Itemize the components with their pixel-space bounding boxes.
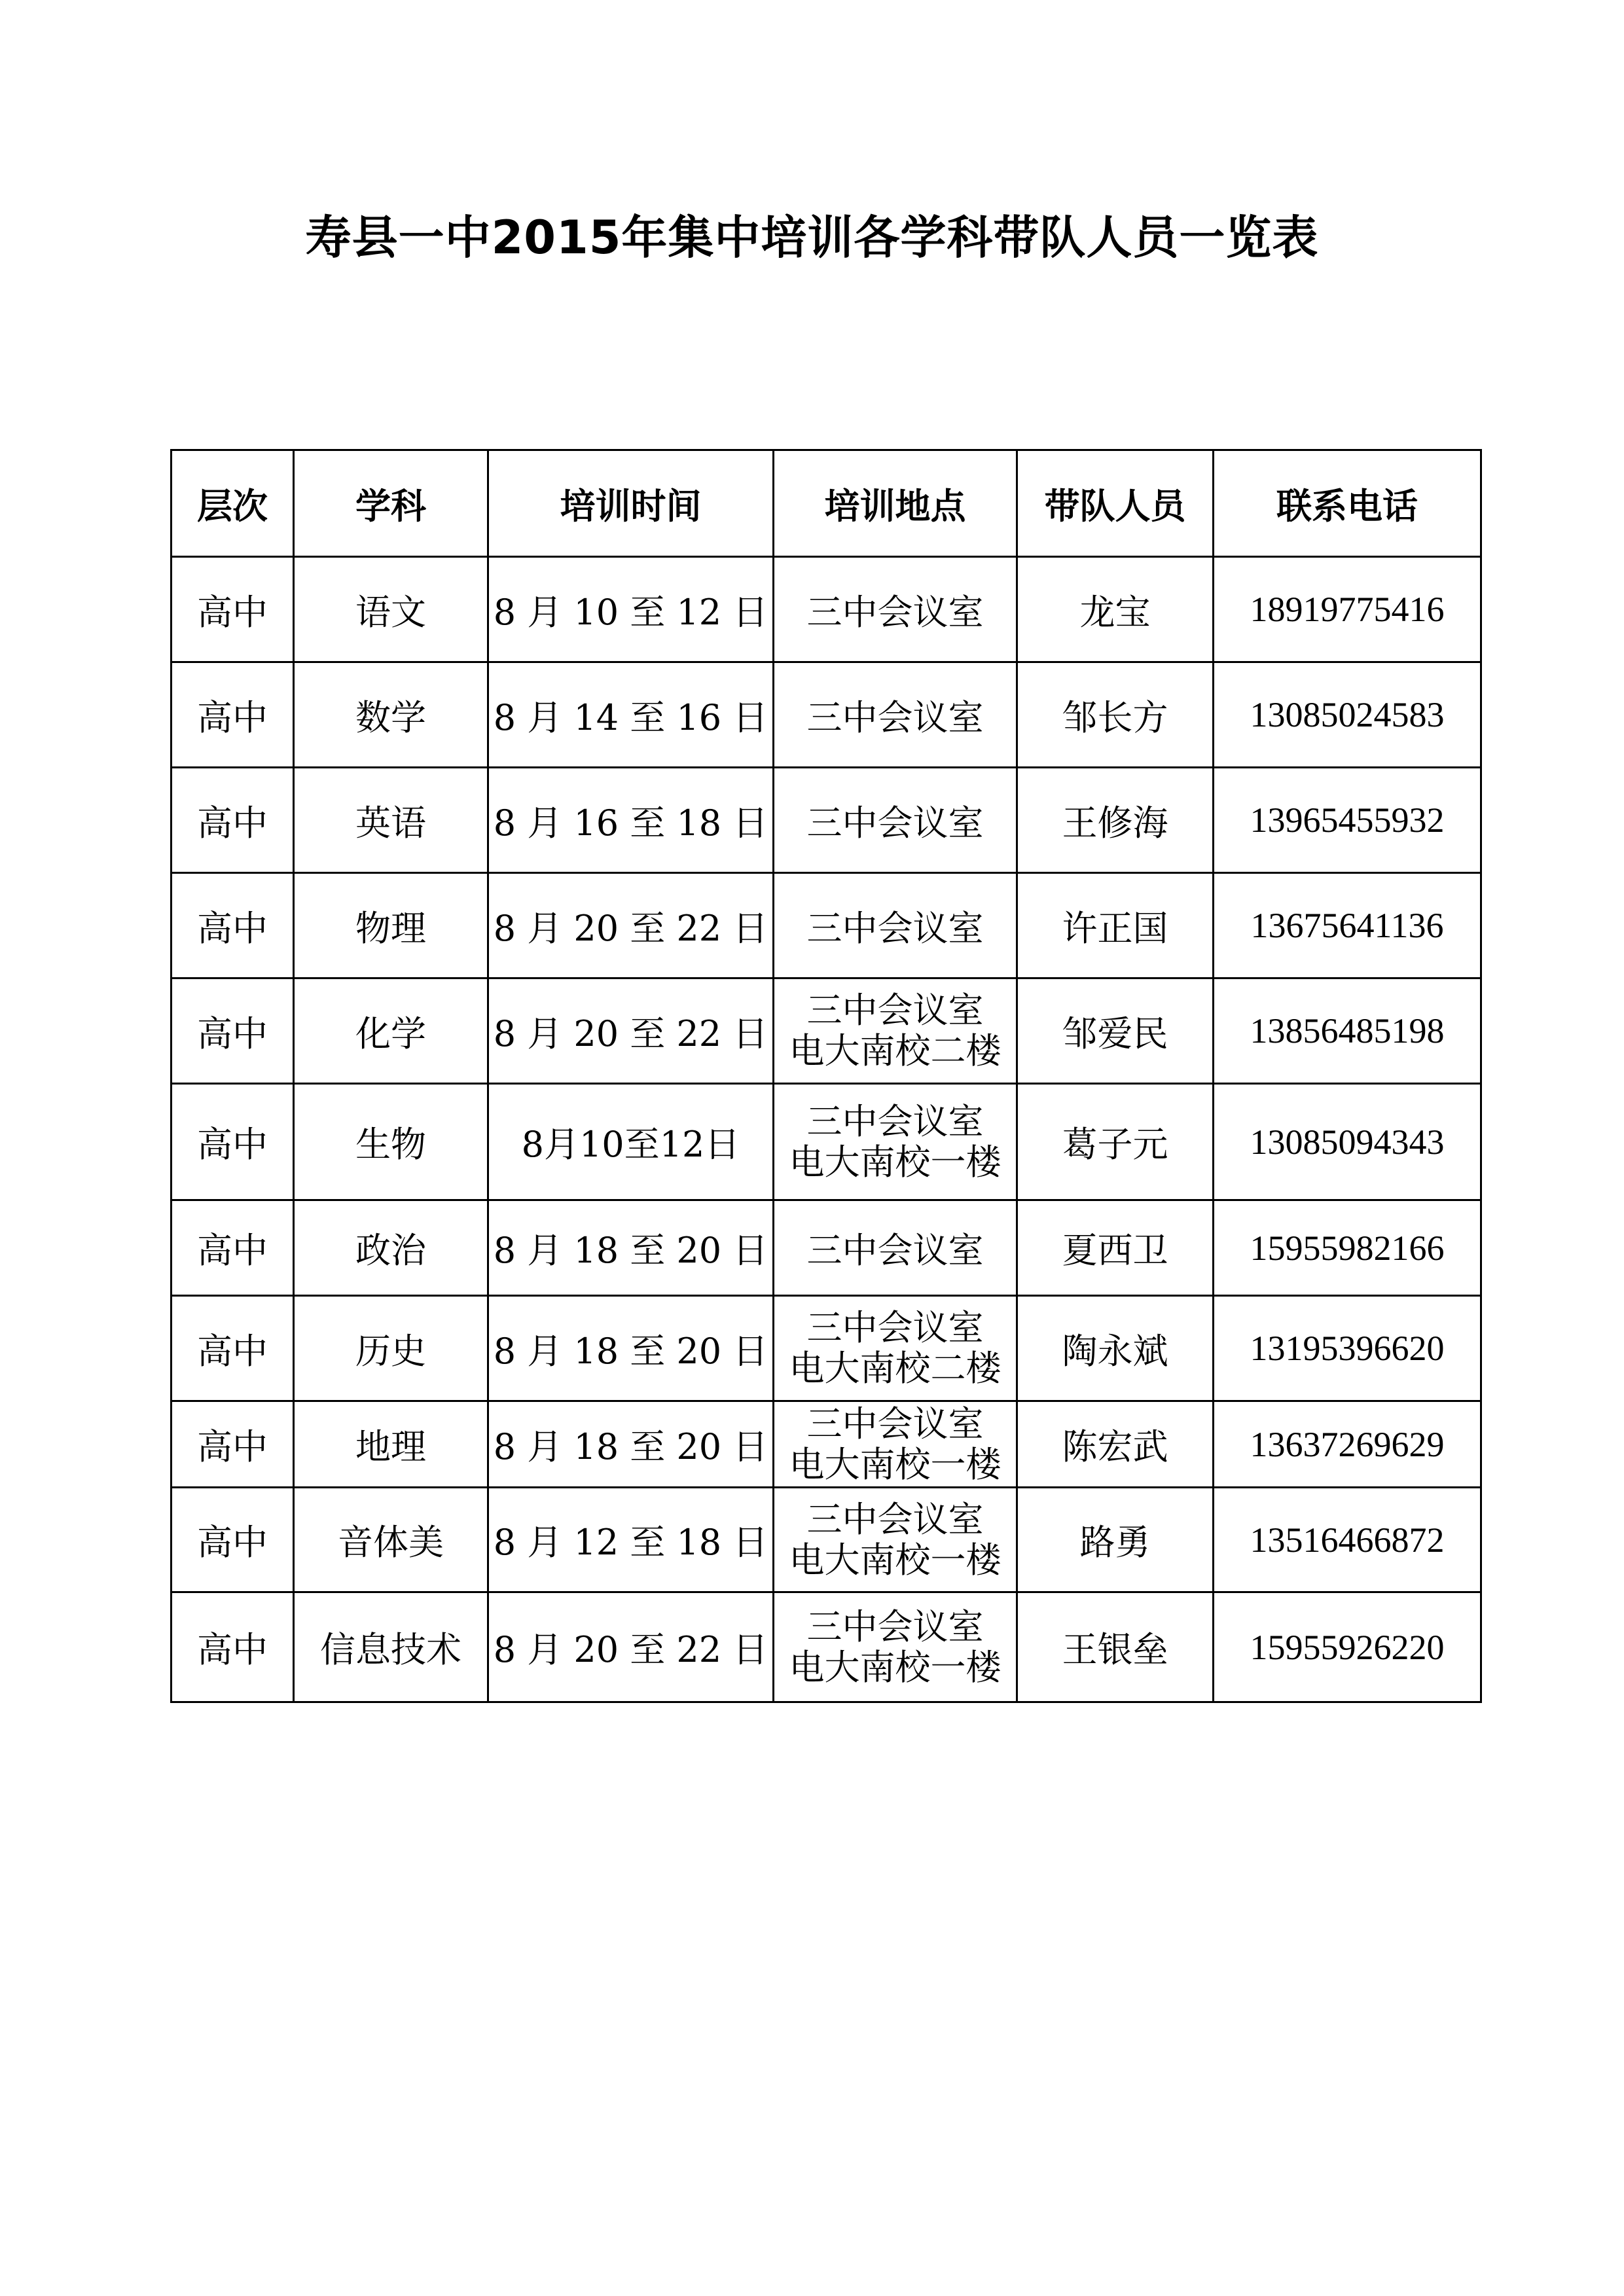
cell-subject: 数学: [294, 662, 488, 768]
cell-leader: 邹爱民: [1017, 978, 1214, 1084]
cell-phone: 13637269629: [1214, 1401, 1481, 1488]
cell-location: [774, 1592, 1017, 1702]
header-time: 培训时间: [488, 450, 774, 557]
cell-subject: 生物: [294, 1084, 488, 1200]
cell-leader: 陈宏武: [1017, 1401, 1214, 1488]
header-row: [171, 450, 1481, 557]
location-line-1: 三中会议室: [806, 1498, 984, 1540]
cell-phone: 13085094343: [1214, 1084, 1481, 1200]
cell-time: 8 月 18 至 20 日: [488, 1296, 774, 1401]
location-line-1: 三中会议室: [806, 1100, 984, 1142]
cell-phone: 13965455932: [1214, 768, 1481, 873]
location-line-2: 电大南校一楼: [789, 1141, 1001, 1183]
table-row: [171, 1200, 1481, 1296]
table-row: [171, 1592, 1481, 1702]
cell-leader: 路勇: [1017, 1488, 1214, 1592]
location-line-2: 电大南校二楼: [789, 1030, 1001, 1071]
location-line-1: 三中会议室: [806, 1403, 984, 1444]
cell-leader: 龙宝: [1017, 557, 1214, 662]
header-level: 层次: [171, 450, 294, 557]
header-phone: 联系电话: [1214, 450, 1481, 557]
cell-leader: 许正国: [1017, 873, 1214, 978]
cell-leader: 邹长方: [1017, 662, 1214, 768]
cell-phone: 13195396620: [1214, 1296, 1481, 1401]
table-row: [171, 1084, 1481, 1200]
cell-time: 8 月 18 至 20 日: [488, 1401, 774, 1488]
header-leader: 带队人员: [1017, 450, 1214, 557]
roster-table: [170, 449, 1482, 1703]
table-row: [171, 557, 1481, 662]
cell-leader: 夏西卫: [1017, 1200, 1214, 1296]
cell-time: 8 月 12 至 18 日: [488, 1488, 774, 1592]
table-row: [171, 1488, 1481, 1592]
header-location: 培训地点: [774, 450, 1017, 557]
cell-level: 高中: [171, 1488, 294, 1592]
cell-location: 三中会议室: [774, 662, 1017, 768]
cell-location: [774, 978, 1017, 1084]
header-subject: 学科: [294, 450, 488, 557]
table-row: [171, 978, 1481, 1084]
location-line-2: 电大南校一楼: [789, 1539, 1001, 1581]
cell-phone: 15955982166: [1214, 1200, 1481, 1296]
location-line-2: 电大南校一楼: [789, 1646, 1001, 1688]
cell-leader: 王银垒: [1017, 1592, 1214, 1702]
cell-time: 8 月 20 至 22 日: [488, 873, 774, 978]
cell-subject: 化学: [294, 978, 488, 1084]
cell-phone: 13085024583: [1214, 662, 1481, 768]
cell-location: [774, 1401, 1017, 1488]
cell-leader: 陶永斌: [1017, 1296, 1214, 1401]
cell-level: 高中: [171, 1592, 294, 1702]
cell-location: 三中会议室: [774, 1200, 1017, 1296]
cell-time: 8 月 16 至 18 日: [488, 768, 774, 873]
table-row: [171, 1401, 1481, 1488]
location-line-1: 三中会议室: [806, 1307, 984, 1348]
location-line-1: 三中会议室: [806, 1605, 984, 1647]
cell-location: [774, 1084, 1017, 1200]
cell-time: 8 月 14 至 16 日: [488, 662, 774, 768]
cell-location: 三中会议室: [774, 873, 1017, 978]
table-row: [171, 873, 1481, 978]
table-row: [171, 662, 1481, 768]
cell-phone: 13856485198: [1214, 978, 1481, 1084]
cell-location: 三中会议室: [774, 768, 1017, 873]
cell-time: 8 月 20 至 22 日: [488, 978, 774, 1084]
cell-time: 8 月 20 至 22 日: [488, 1592, 774, 1702]
document-title: 寿县一中2015年集中培训各学科带队人员一览表: [305, 211, 1319, 264]
cell-phone: 18919775416: [1214, 557, 1481, 662]
cell-phone: 13516466872: [1214, 1488, 1481, 1592]
cell-level: 高中: [171, 662, 294, 768]
cell-location: 三中会议室: [774, 557, 1017, 662]
cell-level: 高中: [171, 768, 294, 873]
cell-level: 高中: [171, 873, 294, 978]
cell-level: 高中: [171, 1200, 294, 1296]
cell-time: 8 月 18 至 20 日: [488, 1200, 774, 1296]
location-line-2: 电大南校一楼: [789, 1443, 1001, 1485]
cell-time: 8 月 10 至 12 日: [488, 557, 774, 662]
cell-level: 高中: [171, 1084, 294, 1200]
cell-level: 高中: [171, 978, 294, 1084]
table-row: [171, 1296, 1481, 1401]
cell-phone: 13675641136: [1214, 873, 1481, 978]
table-row: [171, 768, 1481, 873]
cell-level: 高中: [171, 557, 294, 662]
location-line-1: 三中会议室: [806, 990, 984, 1031]
cell-subject: 英语: [294, 768, 488, 873]
cell-subject: 语文: [294, 557, 488, 662]
cell-subject: 音体美: [294, 1488, 488, 1592]
cell-leader: 葛子元: [1017, 1084, 1214, 1200]
cell-level: 高中: [171, 1296, 294, 1401]
cell-location: [774, 1296, 1017, 1401]
cell-level: 高中: [171, 1401, 294, 1488]
location-line-2: 电大南校二楼: [789, 1348, 1001, 1389]
cell-subject: 信息技术: [294, 1592, 488, 1702]
cell-subject: 历史: [294, 1296, 488, 1401]
cell-subject: 地理: [294, 1401, 488, 1488]
cell-subject: 政治: [294, 1200, 488, 1296]
cell-subject: 物理: [294, 873, 488, 978]
cell-phone: 15955926220: [1214, 1592, 1481, 1702]
cell-leader: 王修海: [1017, 768, 1214, 873]
cell-location: [774, 1488, 1017, 1592]
cell-time: 8月10至12日: [488, 1084, 774, 1200]
